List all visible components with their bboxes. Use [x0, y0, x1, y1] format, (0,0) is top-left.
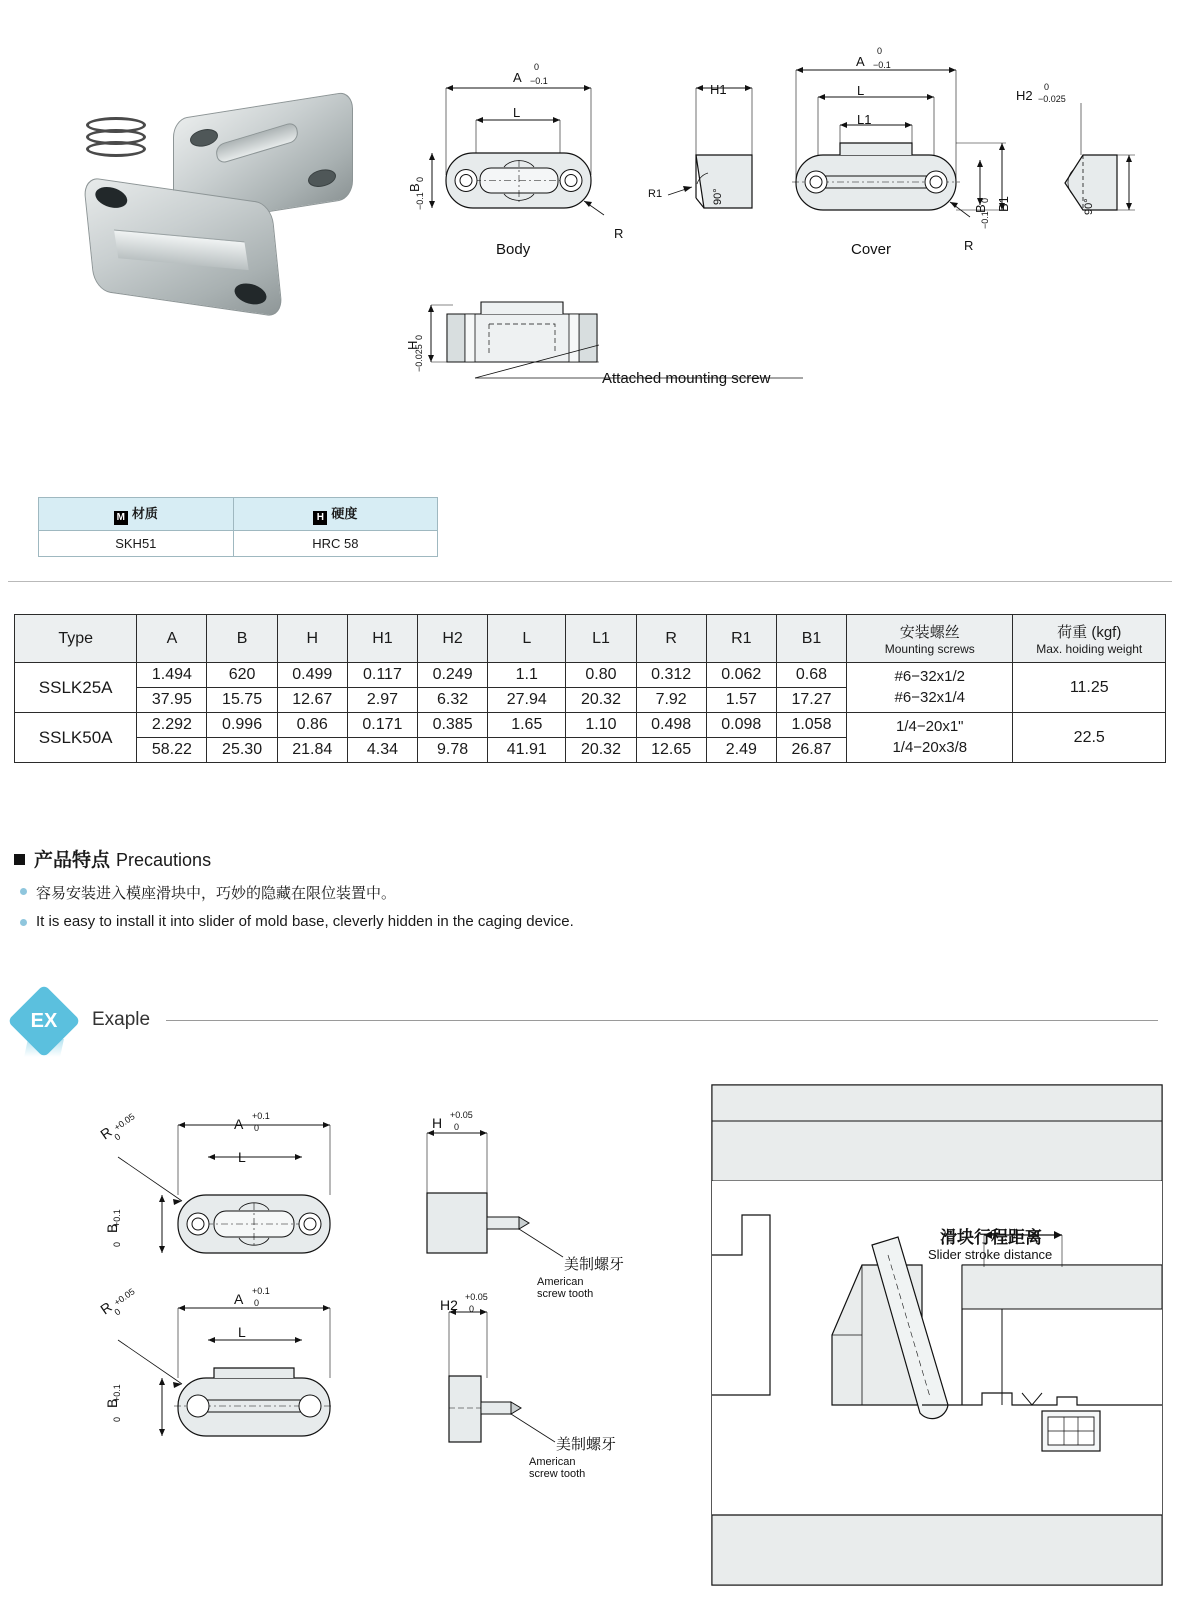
spec-header-r1: R1 [706, 615, 776, 663]
cell-screws-line1: #6−32x1/2 [894, 668, 966, 686]
cover-side-view [1013, 55, 1153, 245]
dim-A-body: A [513, 70, 522, 85]
spring-illustration [86, 117, 148, 167]
example-dim-A-2: A [234, 1291, 244, 1307]
precautions-title [14, 845, 1014, 872]
example-dim-H-upper: +0.05 [450, 1110, 473, 1120]
example-dim-B-1-lower: 0 [112, 1241, 122, 1247]
cell-b-inch: 620 [207, 663, 277, 688]
spec-table-wrap [14, 614, 1166, 763]
example-divider [166, 1020, 1158, 1021]
material-header-label: 材质 [131, 506, 158, 521]
example-dim-A-2-lower: 0 [254, 1298, 260, 1308]
example-dim-H-lower: 0 [454, 1122, 460, 1132]
cell-r-mm: 7.92 [636, 688, 706, 713]
cell-l1-mm: 20.32 [566, 738, 636, 763]
example-dim-A-1-upper: +0.1 [252, 1111, 270, 1121]
dim-H1-body: H1 [710, 82, 727, 97]
view-label-cover: Cover [851, 241, 892, 258]
dim-L-body: L [513, 105, 521, 120]
example-dim-L-1: L [238, 1149, 246, 1165]
dim-B-cover: B [973, 204, 988, 213]
example-dim-B-1-upper: +0.1 [112, 1209, 122, 1227]
cell-weight: 11.25 [1013, 663, 1166, 713]
dim-H2-cover-upper: 0 [1044, 82, 1050, 92]
example-screw-cn-1: 美制螺牙 [564, 1256, 625, 1273]
spec-header-h: H [277, 615, 347, 663]
spec-header-l: L [488, 615, 566, 663]
dim-H-assembly-upper: 0 [414, 334, 424, 340]
dim-R-cover: R [964, 238, 974, 253]
dim-A-cover-upper: 0 [877, 46, 883, 56]
cell-a-inch: 1.494 [137, 663, 207, 688]
spec-header-h1: H1 [347, 615, 417, 663]
dim-B-cover-upper: 0 [980, 197, 990, 203]
cell-r1-inch: 0.062 [706, 663, 776, 688]
spec-header-screws-en: Mounting screws [884, 642, 975, 656]
list-item: It is easy to install it into slider of mold base, cleverly hidden in the caging device. [36, 913, 1014, 930]
precautions-section [14, 845, 1014, 930]
dim-A-body-upper: 0 [534, 62, 540, 72]
spec-header-type: Type [15, 615, 137, 663]
spec-table [14, 614, 1166, 763]
cell-a-mm: 58.22 [137, 738, 207, 763]
example-dim-H: H [432, 1115, 443, 1131]
angle-90-cover: 90° [1083, 198, 1095, 215]
spec-header-r: R [636, 615, 706, 663]
cell-b1-inch: 1.058 [776, 713, 846, 738]
example-dim-B-2-upper: +0.1 [112, 1384, 122, 1402]
cell-b1-mm: 17.27 [776, 688, 846, 713]
example-drawings [0, 1075, 1180, 1595]
precautions-title-en: Precautions [116, 850, 212, 870]
example-dim-H2-lower: 0 [469, 1304, 475, 1314]
example-dim-R-1: R [97, 1123, 115, 1143]
cell-weight: 22.5 [1013, 713, 1166, 763]
dim-H2-cover-lower: −0.025 [1038, 94, 1066, 104]
example-dim-R-2: R [97, 1298, 115, 1318]
dim-L-cover: L [857, 83, 865, 98]
cell-l-inch: 1.65 [488, 713, 566, 738]
hardness-icon: H [313, 511, 327, 525]
precautions-title-cn: 产品特点 [34, 850, 111, 871]
spec-header-a: A [137, 615, 207, 663]
example-dim-R-2-upper: +0.05 [112, 1286, 137, 1308]
dim-B-body-lower: −0.1 [415, 192, 425, 210]
cell-h2-inch: 0.385 [418, 713, 488, 738]
view-label-body: Body [496, 241, 531, 258]
table-row [39, 531, 438, 557]
example-dim-R-1-lower: 0 [112, 1131, 123, 1143]
cell-h1-mm: 4.34 [347, 738, 417, 763]
cell-h-inch: 0.499 [277, 663, 347, 688]
hardness-value: HRC 58 [233, 531, 437, 557]
cell-b-mm: 25.30 [207, 738, 277, 763]
spec-row-type: SSLK25A [15, 663, 137, 713]
dim-H-assembly: H [405, 340, 420, 350]
top-drawing-area [8, 0, 1172, 582]
cell-h1-inch: 0.171 [347, 713, 417, 738]
example-screw-en-1b: screw tooth [537, 1288, 594, 1300]
example-dim-L-2: L [238, 1324, 246, 1340]
dim-B-body-upper: 0 [415, 176, 425, 182]
cell-r-inch: 0.498 [636, 713, 706, 738]
precautions-list [14, 882, 1014, 930]
example-dim-B-2: B [104, 1398, 120, 1408]
dim-L1-cover: L1 [857, 112, 872, 127]
material-table [38, 497, 438, 557]
example-dim-H2: H2 [440, 1297, 458, 1313]
cell-h2-mm: 6.32 [418, 688, 488, 713]
hardness-header-label: 硬度 [331, 506, 358, 521]
example-dim-A-1: A [234, 1116, 244, 1132]
dim-B1-cover: B1 [996, 196, 1011, 212]
spec-header-l1: L1 [566, 615, 636, 663]
hardness-header-cell [233, 498, 437, 531]
cell-l1-inch: 1.10 [566, 713, 636, 738]
example-badge-label: EX [30, 1010, 58, 1032]
dim-R1-body: R1 [648, 188, 663, 200]
cell-h-inch: 0.86 [277, 713, 347, 738]
material-icon: M [114, 511, 128, 525]
example-dim-R-2-lower: 0 [112, 1306, 123, 1318]
spec-header-b: B [207, 615, 277, 663]
cell-screws [847, 663, 1013, 713]
cell-l-mm: 41.91 [488, 738, 566, 763]
example-dim-A-2-upper: +0.1 [252, 1286, 270, 1296]
stroke-label-cn: 滑块行程距离 [940, 1228, 1042, 1247]
spec-header-weight-cn: 荷重 (kgf) [1057, 624, 1122, 641]
cell-a-inch: 2.292 [137, 713, 207, 738]
example-screw-en-2a: American [529, 1456, 576, 1468]
example-dim-B-1: B [104, 1223, 120, 1233]
cell-a-mm: 37.95 [137, 688, 207, 713]
spec-header-h2: H2 [418, 615, 488, 663]
dim-H-assembly-lower: −0.025 [414, 344, 424, 372]
cell-r1-inch: 0.098 [706, 713, 776, 738]
material-value: SKH51 [39, 531, 234, 557]
cell-r1-mm: 2.49 [706, 738, 776, 763]
callout-attached-screw: Attached mounting screw [602, 370, 771, 387]
dim-A-cover: A [856, 54, 865, 69]
example-screw-en-2b: screw tooth [529, 1468, 586, 1480]
dim-B-body: B [407, 183, 422, 192]
cell-r1-mm: 1.57 [706, 688, 776, 713]
spec-header-b1: B1 [776, 615, 846, 663]
cell-screws-line2: 1/4−20x3/8 [892, 738, 968, 756]
cell-screws-line2: #6−32x1/4 [894, 688, 966, 706]
spec-header-weight [1013, 615, 1166, 663]
cell-h-mm: 12.67 [277, 688, 347, 713]
cell-screws-line1: 1/4−20x1" [896, 718, 964, 736]
example-screw-en-1a: American [537, 1276, 584, 1288]
cell-h-mm: 21.84 [277, 738, 347, 763]
table-row [15, 713, 1166, 738]
cell-h2-inch: 0.249 [418, 663, 488, 688]
example-dim-R-1-upper: +0.05 [112, 1111, 137, 1133]
dim-A-cover-lower: −0.1 [873, 60, 891, 70]
cell-l-mm: 27.94 [488, 688, 566, 713]
cell-l1-inch: 0.80 [566, 663, 636, 688]
example-dim-A-1-lower: 0 [254, 1123, 260, 1133]
example-label: Exaple [92, 1009, 151, 1030]
table-row [15, 663, 1166, 688]
body-top-view [408, 55, 678, 265]
product-photo [68, 95, 368, 330]
list-item: 容易安装进入模座滑块中，巧妙的隐藏在限位装置中。 [36, 882, 1014, 903]
mold-assembly-diagram [712, 1085, 1162, 1585]
material-header-cell [39, 498, 234, 531]
bullet-square-icon [14, 854, 25, 865]
cell-h2-mm: 9.78 [418, 738, 488, 763]
cell-h1-inch: 0.117 [347, 663, 417, 688]
cell-b-mm: 15.75 [207, 688, 277, 713]
dim-A-body-lower: −0.1 [530, 76, 548, 86]
stroke-label-en: Slider stroke distance [928, 1247, 1053, 1262]
example-dim-B-2-lower: 0 [112, 1416, 122, 1422]
spec-header-screws-cn: 安装螺丝 [899, 624, 960, 641]
spec-header-screws [847, 615, 1013, 663]
example-screw-cn-2: 美制螺牙 [556, 1436, 617, 1453]
cell-b1-inch: 0.68 [776, 663, 846, 688]
cell-h1-mm: 2.97 [347, 688, 417, 713]
angle-90-body: 90° [712, 188, 724, 205]
cell-r-inch: 0.312 [636, 663, 706, 688]
example-badge-shadow [24, 1039, 64, 1057]
dim-B-cover-lower: −0.1 [980, 211, 990, 229]
example-dim-H2-upper: +0.05 [465, 1292, 488, 1302]
cell-r-mm: 12.65 [636, 738, 706, 763]
example-header [14, 995, 1166, 1055]
cell-b1-mm: 26.87 [776, 738, 846, 763]
cell-l-inch: 1.1 [488, 663, 566, 688]
spec-header-weight-en: Max. hoiding weight [1036, 642, 1143, 656]
cell-l1-mm: 20.32 [566, 688, 636, 713]
dim-H2-cover: H2 [1016, 88, 1033, 103]
cell-b-inch: 0.996 [207, 713, 277, 738]
dim-R-body: R [614, 226, 624, 241]
cell-screws [847, 713, 1013, 763]
spec-row-type: SSLK50A [15, 713, 137, 763]
